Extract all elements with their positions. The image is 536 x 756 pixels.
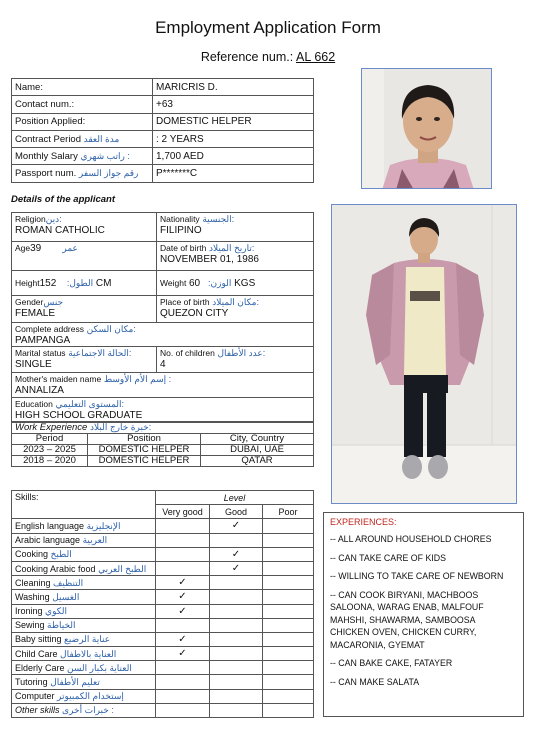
mother-cell: Mother's maiden name إسم الأم الأوسط : ANNALIZA bbox=[12, 373, 314, 398]
education-cell: Education المستوى التعليمي: HIGH SCHOOL GRADUATE bbox=[12, 398, 314, 423]
experience-item: -- WILLING TO TAKE CARE OF NEWBORN bbox=[330, 571, 504, 581]
skill-row bbox=[12, 632, 314, 646]
basic-info-label: Monthly Salary راتب شهري : bbox=[12, 148, 153, 165]
work-cell: DOMESTIC HELPER bbox=[88, 456, 201, 467]
basic-info-row bbox=[12, 113, 314, 130]
basic-info-label: Contact num.: bbox=[12, 96, 153, 113]
basic-info-label: Contract Period مدة العقد bbox=[12, 130, 153, 147]
height-cell: Height الطول: 152 CM bbox=[12, 271, 157, 296]
skill-level-cell bbox=[210, 533, 263, 547]
skill-row bbox=[12, 576, 314, 590]
height-value: 152 CM bbox=[39, 278, 112, 289]
work-cell: DUBAI, UAE bbox=[201, 445, 314, 456]
skill-label: Cleaning التنظيف bbox=[12, 576, 156, 590]
basic-info-label: Position Applied: bbox=[12, 113, 153, 130]
experience-item: -- CAN BAKE CAKE, FATAYER bbox=[330, 658, 453, 668]
skill-row bbox=[12, 689, 314, 703]
details-table bbox=[11, 212, 314, 423]
skill-level-cell bbox=[210, 703, 263, 717]
basic-info-row bbox=[12, 130, 314, 147]
skill-level-cell bbox=[156, 576, 210, 590]
skills-heading: Skills: bbox=[12, 491, 156, 519]
dob-cell: Date of birth تاريخ الميلاد: NOVEMBER 01, 1986 bbox=[157, 242, 314, 271]
skill-row bbox=[12, 675, 314, 689]
skill-label: Tutoring تعليم الأطفال bbox=[12, 675, 156, 689]
skill-label: Other skills خبرات أخرى : bbox=[12, 703, 156, 717]
skill-label: Ironing الكوي bbox=[12, 604, 156, 618]
experiences-box bbox=[323, 512, 524, 717]
weight-cell: Weight الوزن: 60 KGS bbox=[157, 271, 314, 296]
experience-item: -- CAN MAKE SALATA bbox=[330, 676, 420, 687]
nationality-value: FILIPINO bbox=[160, 225, 202, 236]
page-title: Employment Application Form bbox=[155, 18, 381, 37]
skill-level-cell bbox=[156, 618, 210, 632]
pob-value: QUEZON CITY bbox=[160, 308, 229, 319]
work-column-header: Position bbox=[88, 434, 201, 445]
age-cell: Age عمر 39 bbox=[12, 242, 157, 271]
basic-info-value: : 2 YEARS bbox=[153, 130, 314, 147]
skill-row bbox=[12, 519, 314, 533]
skill-label: English language الإنجليزية bbox=[12, 519, 156, 533]
skill-level-cell bbox=[156, 590, 210, 604]
basic-info-label: Name: bbox=[12, 79, 153, 96]
skill-level-cell bbox=[263, 675, 314, 689]
check-mark-icon: ✓ bbox=[178, 648, 187, 660]
skill-level-cell bbox=[210, 632, 263, 646]
work-cell: DOMESTIC HELPER bbox=[88, 445, 201, 456]
basic-info-row bbox=[12, 165, 314, 182]
work-experience-table bbox=[11, 421, 314, 467]
marital-value: SINGLE bbox=[15, 359, 52, 370]
skill-label: Computer إستخدام الكمبيوتر bbox=[12, 689, 156, 703]
work-column-header: Period bbox=[12, 434, 88, 445]
work-row bbox=[12, 456, 314, 467]
reference-label: Reference num.: bbox=[200, 50, 297, 64]
skill-level-cell bbox=[210, 661, 263, 675]
basic-info-value: 1,700 AED bbox=[153, 148, 314, 165]
skill-level-cell bbox=[156, 533, 210, 547]
nationality-cell: Nationality الجنسية: FILIPINO bbox=[157, 213, 314, 242]
reference-number bbox=[0, 50, 536, 64]
education-value: HIGH SCHOOL GRADUATE bbox=[15, 410, 143, 421]
skill-level-cell bbox=[156, 561, 210, 575]
skill-row bbox=[12, 703, 314, 717]
gender-cell: Genderجنس FEMALE bbox=[12, 296, 157, 323]
level-column-header: Good bbox=[210, 505, 263, 519]
check-mark-icon: ✓ bbox=[231, 563, 241, 575]
skill-level-cell bbox=[156, 647, 210, 661]
level-heading: Level bbox=[156, 491, 314, 505]
address-cell: Complete address مكان السكن: PAMPANGA bbox=[12, 323, 314, 347]
basic-info-value: +63 bbox=[153, 96, 314, 113]
basic-info-value: P*******C bbox=[153, 165, 314, 182]
skill-level-cell bbox=[263, 647, 314, 661]
basic-info-row bbox=[12, 79, 314, 96]
dob-value: NOVEMBER 01, 1986 bbox=[160, 254, 259, 265]
skill-label: Washing الغسيل bbox=[12, 590, 156, 604]
skill-row bbox=[12, 547, 314, 561]
skill-row bbox=[12, 647, 314, 661]
skill-level-cell bbox=[156, 675, 210, 689]
skill-row bbox=[12, 533, 314, 547]
skill-level-cell bbox=[263, 661, 314, 675]
skill-label: Arabic language العربية bbox=[12, 533, 156, 547]
gender-value: FEMALE bbox=[15, 308, 56, 319]
basic-info-value: DOMESTIC HELPER bbox=[153, 113, 314, 130]
work-header-row bbox=[12, 434, 314, 445]
skill-level-cell bbox=[156, 519, 210, 533]
skill-level-cell bbox=[263, 590, 314, 604]
address-value: PAMPANGA bbox=[15, 335, 71, 346]
skill-level-cell bbox=[263, 604, 314, 618]
applicant-headshot bbox=[361, 68, 492, 189]
skill-level-cell bbox=[210, 576, 263, 590]
skill-level-cell bbox=[156, 703, 210, 717]
skill-level-cell bbox=[263, 618, 314, 632]
level-column-header: Poor bbox=[263, 505, 314, 519]
skill-level-cell bbox=[263, 689, 314, 703]
experience-item: -- CAN COOK BIRYANI, MACHBOOS SALOONA, WARAG ENAB, MALFOUF MAHSHI, SHAWARMA, SAMBOOSA CHICKEN OVEN, CHICKEN CURRY, MACARONIA, GYEMAT bbox=[330, 589, 484, 650]
skill-row bbox=[12, 561, 314, 575]
skill-level-cell bbox=[156, 547, 210, 561]
skill-label: Baby sitting عناية الرضيع bbox=[12, 632, 156, 646]
work-column-header: City, Country bbox=[201, 434, 314, 445]
skill-label: Sewing الخياطة bbox=[12, 618, 156, 632]
skill-level-cell bbox=[210, 647, 263, 661]
full-body-image bbox=[332, 205, 517, 504]
skill-level-cell bbox=[263, 561, 314, 575]
skill-level-cell bbox=[263, 632, 314, 646]
religion-value: ROMAN CATHOLIC bbox=[15, 225, 105, 236]
basic-info-row bbox=[12, 96, 314, 113]
skill-level-cell bbox=[210, 590, 263, 604]
skill-level-cell bbox=[210, 675, 263, 689]
skill-level-cell bbox=[210, 561, 263, 575]
experience-item: -- ALL AROUND HOUSEHOLD CHORES bbox=[330, 534, 492, 544]
work-cell: 2018 – 2020 bbox=[12, 456, 88, 467]
basic-info-value: MARICRIS D. bbox=[153, 79, 314, 96]
details-heading: Details of the applicant bbox=[11, 194, 115, 205]
skill-level-cell bbox=[263, 533, 314, 547]
experiences-list bbox=[330, 533, 517, 688]
skill-level-cell bbox=[210, 519, 263, 533]
skill-row bbox=[12, 618, 314, 632]
check-mark-icon: ✓ bbox=[178, 633, 187, 645]
age-value: 39 bbox=[30, 243, 42, 254]
skill-label: Cooking الطبخ bbox=[12, 547, 156, 561]
skill-level-cell bbox=[210, 604, 263, 618]
skill-level-cell bbox=[263, 547, 314, 561]
check-mark-icon: ✓ bbox=[231, 548, 241, 560]
basic-info-table bbox=[11, 78, 314, 183]
work-cell: 2023 – 2025 bbox=[12, 445, 88, 456]
skill-level-cell bbox=[263, 703, 314, 717]
check-mark-icon: ✓ bbox=[178, 605, 187, 617]
children-value: 4 bbox=[160, 359, 166, 370]
children-cell: No. of children عدد الأطفال: 4 bbox=[157, 347, 314, 373]
work-row bbox=[12, 445, 314, 456]
check-mark-icon: ✓ bbox=[231, 520, 241, 532]
skill-label: Elderly Care العناية بكبار السن bbox=[12, 661, 156, 675]
check-mark-icon: ✓ bbox=[178, 577, 187, 589]
basic-info-label: Passport num. رقم جواز السفر bbox=[12, 165, 153, 182]
skill-level-cell bbox=[263, 576, 314, 590]
religion-cell: Religionدين: ROMAN CATHOLIC bbox=[12, 213, 157, 242]
skill-level-cell bbox=[210, 618, 263, 632]
applicant-full-body-photo bbox=[331, 204, 517, 504]
experience-item: -- CAN TAKE CARE OF KIDS bbox=[330, 552, 447, 563]
skill-level-cell bbox=[156, 632, 210, 646]
level-column-header: Very good bbox=[156, 505, 210, 519]
headshot-image bbox=[362, 69, 492, 189]
mother-value: ANNALIZA bbox=[15, 385, 64, 396]
skill-level-cell bbox=[156, 604, 210, 618]
skill-label: Child Care العناية بالاطفال bbox=[12, 647, 156, 661]
weight-value: 60 KGS bbox=[188, 278, 256, 289]
marital-cell: Marital status الحالة الاجتماعية: SINGLE bbox=[12, 347, 157, 373]
skill-level-cell bbox=[156, 689, 210, 703]
reference-value: AL 662 bbox=[296, 50, 336, 64]
skill-level-cell bbox=[156, 661, 210, 675]
skill-row bbox=[12, 604, 314, 618]
skill-label: Cooking Arabic food الطبخ العربي bbox=[12, 561, 156, 575]
skill-row bbox=[12, 661, 314, 675]
work-cell: QATAR bbox=[201, 456, 314, 467]
skill-level-cell bbox=[210, 547, 263, 561]
skill-level-cell bbox=[263, 519, 314, 533]
check-mark-icon: ✓ bbox=[178, 591, 187, 603]
experiences-heading: EXPERIENCES: bbox=[330, 517, 397, 527]
basic-info-row bbox=[12, 148, 314, 165]
skill-row bbox=[12, 590, 314, 604]
pob-cell: Place of birth مكان الميلاد: QUEZON CITY bbox=[157, 296, 314, 323]
skill-level-cell bbox=[210, 689, 263, 703]
work-heading: Work Experience خبرة خارج البلاد: bbox=[12, 422, 314, 434]
skills-table bbox=[11, 490, 314, 718]
